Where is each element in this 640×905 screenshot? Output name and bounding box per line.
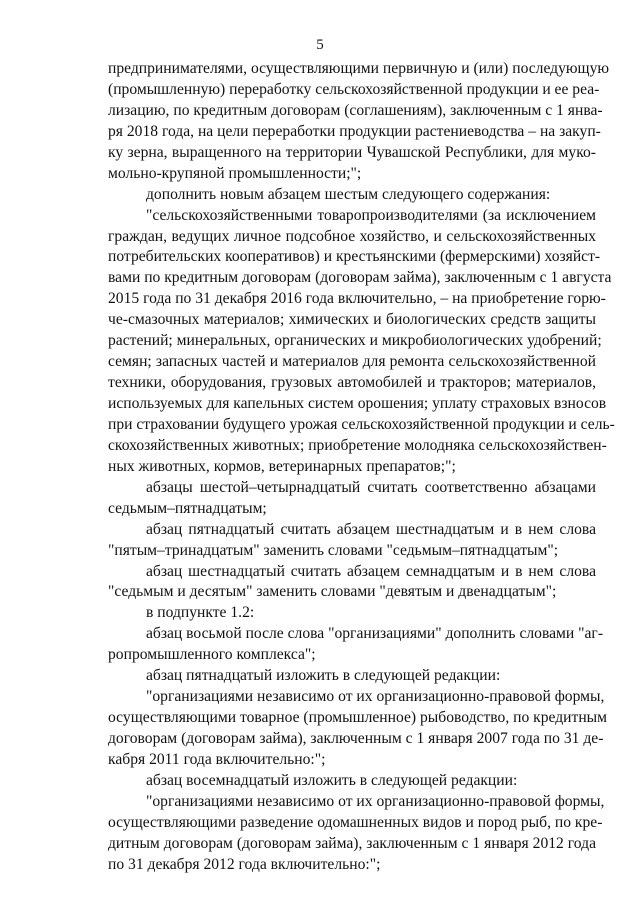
text-line: "седьмым и десятым" заменить словами "девятым и двенадцатым"; <box>108 583 557 601</box>
text-line: абзац восемнадцатый изложить в следующей редакции: <box>146 771 518 789</box>
text-line: при страховании будущего урожая сельскохозяйственной продукции и сель- <box>108 415 615 433</box>
text-line: договорам (договорам займа), заключенным с 1 января 2007 года по 31 де- <box>108 730 604 747</box>
text-line: растений; минеральных, органических и микробиологических удобрений; <box>108 332 602 350</box>
text-line: 2015 года по 31 декабря 2016 года включительно, – на приобретение горю- <box>108 290 606 308</box>
text-line: мольно-крупяной промышленности;"; <box>108 164 362 182</box>
text-line: "сельскохозяйственными товаропроизводителями (за исключением <box>146 206 596 224</box>
text-line: ропромышленного комплекса"; <box>108 646 316 664</box>
text-line: дополнить новым абзацем шестым следующего содержания: <box>146 185 551 203</box>
text-line: скохозяйственных животных; приобретение молодняка сельскохозяйствен- <box>108 436 607 454</box>
text-line: абзацы шестой–четырнадцатый считать соответственно абзацами <box>146 478 596 496</box>
text-line: осуществляющими разведение одомашненных видов и пород рыб, по кре- <box>108 813 603 831</box>
text-line: граждан, ведущих личное подсобное хозяйство, и сельскохозяйственных <box>108 227 596 245</box>
text-line: абзац пятнадцатый считать абзацем шестнадцатым и в нем слова <box>146 520 596 538</box>
text-line: предпринимателями, осуществляющими первичную и (или) последующую <box>108 60 610 77</box>
text-line: осуществляющими товарное (промышленное) рыбоводство, по кредитным <box>108 709 608 727</box>
text-line: используемых для капельных систем орошения; уплату страховых взносов <box>108 395 607 412</box>
text-line: "пятым–тринадцатым" заменить словами "седьмым–пятнадцатым"; <box>108 541 559 559</box>
text-line: лизацию, по кредитным договорам (соглашениям), заключенным с 1 янва- <box>108 101 603 119</box>
text-line: (промышленную) переработку сельскохозяйственной продукции и ее реа- <box>108 80 600 98</box>
text-line: абзац восьмой после слова "организациями" дополнить словами "аг- <box>146 625 604 643</box>
text-line: че-смазочных материалов; химических и биологических средств защиты <box>108 311 596 329</box>
text-line: ря 2018 года, на цели переработки продукции растениеводства – на закуп- <box>108 122 601 140</box>
text-line: техники, оборудования, грузовых автомобилей и тракторов; материалов, <box>108 374 596 392</box>
text-line: дитным договорам (договорам займа), заключенным с 1 января 2012 года <box>108 834 596 852</box>
text-line: седьмым–пятнадцатым; <box>108 499 267 517</box>
page-number: 5 <box>316 37 324 53</box>
document-body <box>108 59 615 876</box>
text-line: по 31 декабря 2012 года включительно:"; <box>108 855 381 873</box>
text-line: в подпункте 1.2: <box>146 604 255 622</box>
text-line: "организациями независимо от их организационно-правовой формы, <box>146 792 605 810</box>
text-line: ных животных, кормов, ветеринарных препаратов;"; <box>108 457 456 475</box>
text-line: абзац пятнадцатый изложить в следующей редакции: <box>146 667 501 685</box>
text-line: вами по кредитным договорам (договорам займа), заключенным с 1 августа <box>108 269 612 287</box>
text-line: семян; запасных частей и материалов для ремонта сельскохозяйственной <box>108 353 596 371</box>
text-line: "организациями независимо от их организационно-правовой формы, <box>146 688 605 706</box>
text-line: кабря 2011 года включительно:"; <box>108 750 326 768</box>
text-line: потребительских кооперативов) и крестьянскими (фермерскими) хозяйст- <box>108 248 601 266</box>
text-line: абзац шестнадцатый считать абзацем семнадцатым и в нем слова <box>146 562 596 580</box>
text-line: ку зерна, выращенного на территории Чувашской Республики, для муко- <box>108 143 596 161</box>
